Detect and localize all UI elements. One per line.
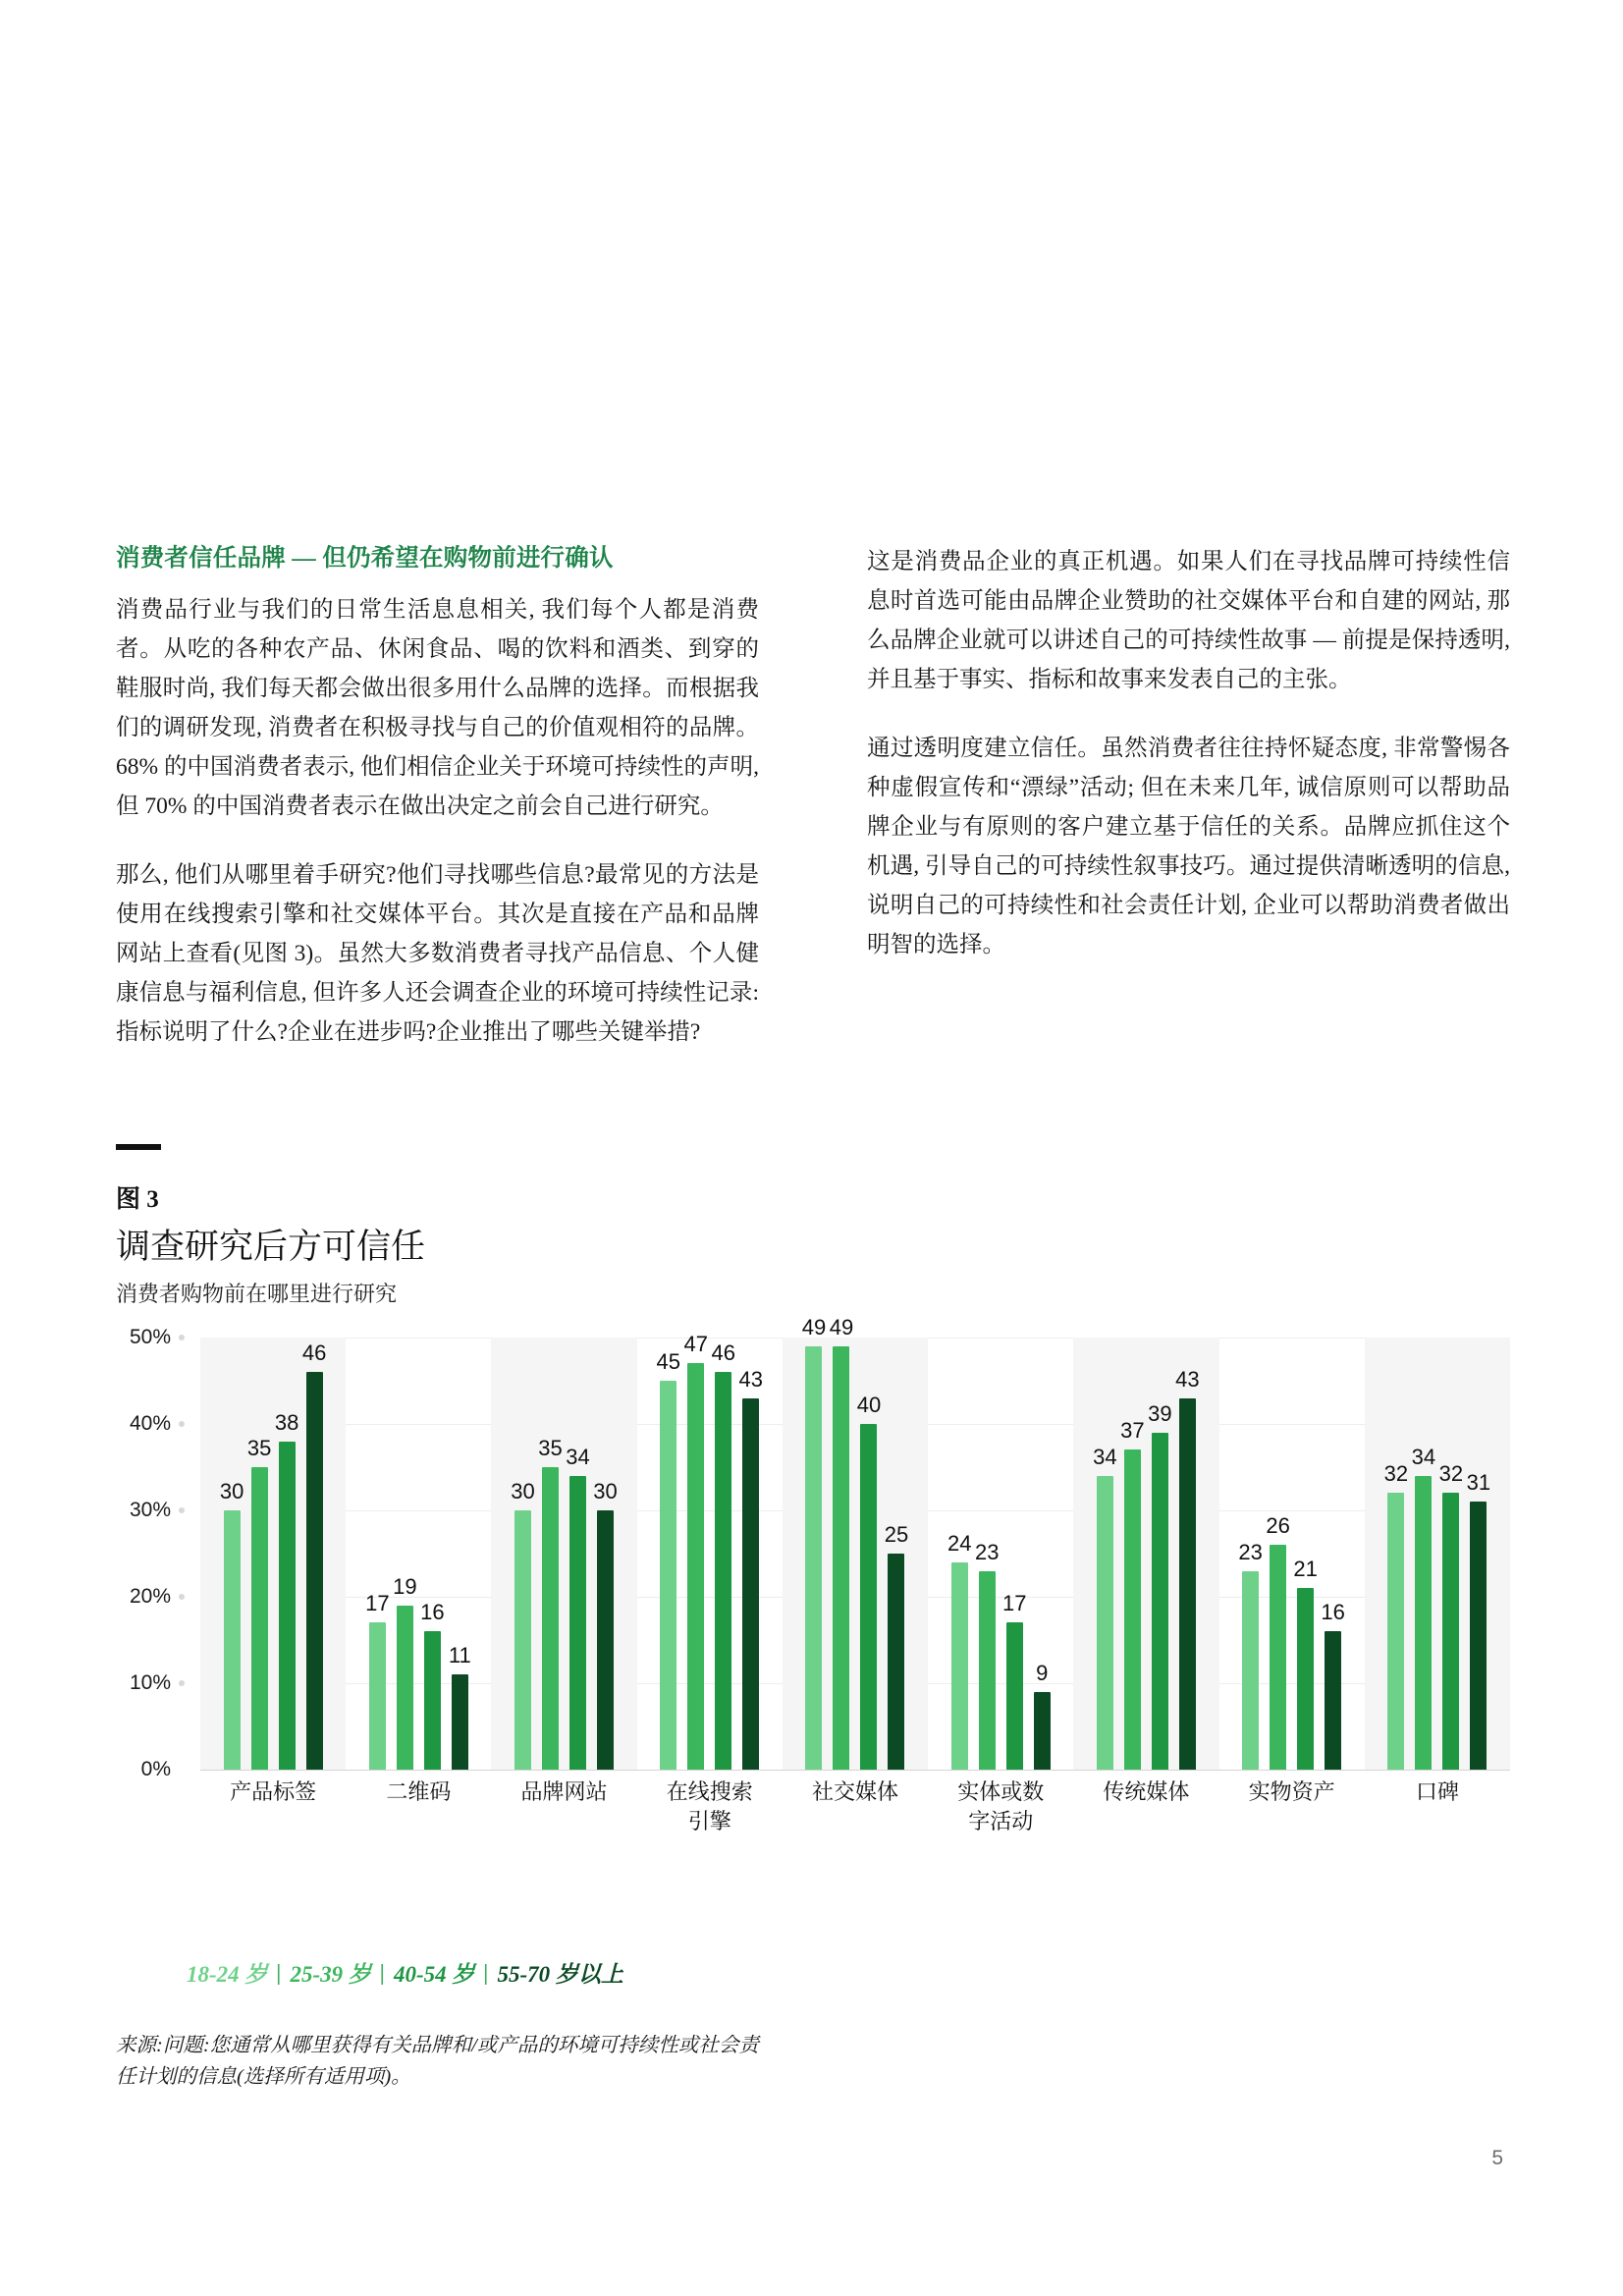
x-axis-label: 在线搜索 引擎 bbox=[666, 1779, 753, 1833]
y-axis-tick-label: 40% bbox=[129, 1412, 171, 1435]
bar-value-label: 37 bbox=[1120, 1418, 1145, 1444]
chart-legend bbox=[187, 1956, 1510, 1989]
legend-separator: | bbox=[276, 1959, 282, 1985]
bar bbox=[448, 1643, 471, 1770]
bar bbox=[301, 1340, 327, 1770]
bar-value-label: 16 bbox=[420, 1600, 445, 1625]
bar bbox=[1411, 1444, 1436, 1770]
bar bbox=[656, 1349, 681, 1770]
bar-value-label: 39 bbox=[1148, 1400, 1172, 1426]
bar bbox=[1120, 1418, 1145, 1770]
bar-group bbox=[1365, 1338, 1510, 1770]
y-axis-tick-dot bbox=[179, 1594, 185, 1600]
bar-group bbox=[200, 1338, 346, 1770]
legend-item: 55-70 岁以上 bbox=[497, 1962, 623, 1987]
bar bbox=[511, 1479, 535, 1770]
bar bbox=[274, 1409, 299, 1770]
plot-area bbox=[200, 1314, 1510, 1770]
bar-value-label: 26 bbox=[1266, 1513, 1290, 1539]
bar-group bbox=[346, 1338, 491, 1770]
bar bbox=[420, 1600, 445, 1770]
figure-number: 图 3 bbox=[116, 1186, 159, 1213]
bar-group bbox=[1073, 1338, 1218, 1770]
x-axis-label: 传统媒体 bbox=[1103, 1779, 1190, 1804]
paragraph: 通过透明度建立信任。虽然消费者往往持怀疑态度, 非常警惕各种虚假宣传和“漂绿”活动; 但在未来几年, 诚信原则可以帮助品牌企业与有原则的客户建立基于信任的关系。品牌应抓住这个机遇, 引导自己的可持续性叙事技巧。通过提供清晰透明的信息, 说明自己的可持续性和社会责任计划, 企业可以帮助消费者做出明智的选择。 bbox=[867, 736, 1510, 957]
legend-item: 40-54 岁 bbox=[394, 1962, 475, 1987]
bar bbox=[856, 1393, 882, 1770]
bar-value-label: 17 bbox=[1001, 1591, 1027, 1616]
y-axis-tick-label: 30% bbox=[129, 1499, 171, 1521]
bar bbox=[219, 1479, 244, 1770]
article-columns bbox=[116, 542, 1510, 1052]
bar bbox=[1175, 1366, 1200, 1770]
bar-value-label: 34 bbox=[1411, 1444, 1436, 1469]
y-axis-tick-label: 10% bbox=[129, 1671, 171, 1694]
bar-value-label: 31 bbox=[1466, 1470, 1491, 1496]
bar bbox=[1466, 1470, 1491, 1770]
bar bbox=[1266, 1513, 1290, 1770]
bar bbox=[947, 1530, 972, 1770]
paragraph: 这是消费品企业的真正机遇。如果人们在寻找品牌可持续性信息时首选可能由品牌企业赞助的社交媒体平台和自建的网站, 那么品牌企业就可以讲述自己的可持续性故事 — 前提是保持透明, 并且基于事实、指标和故事来发表自己的主张。 bbox=[867, 549, 1510, 692]
bar-value-label: 16 bbox=[1321, 1600, 1345, 1625]
bar bbox=[829, 1314, 854, 1770]
bar-chart bbox=[116, 1314, 1510, 1833]
bar-value-label: 9 bbox=[1036, 1660, 1049, 1685]
bar-group bbox=[637, 1332, 783, 1770]
bar-value-label: 46 bbox=[301, 1340, 327, 1366]
paragraph: 消费品行业与我们的日常生活息息相关, 我们每个人都是消费者。从吃的各种农产品、休闲食品、喝的饮料和酒类、到穿的鞋服时尚, 我们每天都会做出很多用什么品牌的选择。而根据我们的调研发现, 消费者在积极寻找与自己的价值观相符的品牌。68% 的中国消费者表示, 他们相信企业关于环境可持续性的声明, 但 70% 的中国消费者表示在做出决定之前会自己进行研究。 bbox=[116, 597, 759, 820]
bar-value-label: 30 bbox=[593, 1479, 618, 1503]
bar bbox=[683, 1332, 709, 1770]
x-axis-label: 实物资产 bbox=[1248, 1779, 1335, 1804]
figure-subtitle: 消费者购物前在哪里进行研究 bbox=[116, 1282, 398, 1306]
bar-value-label: 32 bbox=[1383, 1461, 1409, 1487]
bar bbox=[1238, 1539, 1263, 1770]
bar bbox=[593, 1479, 618, 1770]
y-axis-tick-label: 50% bbox=[129, 1326, 171, 1348]
bar bbox=[884, 1522, 909, 1770]
bar bbox=[974, 1539, 1000, 1770]
legend-separator: | bbox=[483, 1959, 489, 1985]
bar-value-label: 17 bbox=[365, 1591, 390, 1616]
bar-value-label: 49 bbox=[801, 1314, 827, 1339]
y-axis-tick-dot bbox=[179, 1421, 185, 1427]
gridline bbox=[200, 1770, 1510, 1771]
y-axis-tick-label: 20% bbox=[129, 1585, 171, 1608]
bar bbox=[1148, 1400, 1172, 1770]
bar-group bbox=[1219, 1338, 1365, 1770]
bar-value-label: 19 bbox=[393, 1573, 417, 1599]
bar bbox=[801, 1314, 827, 1770]
y-axis bbox=[116, 1326, 192, 1780]
figure-rule bbox=[116, 1144, 161, 1150]
bar-value-label: 34 bbox=[566, 1444, 590, 1469]
x-axis-label: 品牌网站 bbox=[520, 1779, 608, 1804]
bar bbox=[1383, 1461, 1409, 1770]
bar-value-label: 30 bbox=[511, 1479, 535, 1503]
bar-value-label: 25 bbox=[884, 1522, 909, 1547]
bar-value-label: 21 bbox=[1293, 1557, 1318, 1582]
bar-value-label: 38 bbox=[274, 1409, 299, 1435]
bar-value-label: 23 bbox=[974, 1539, 1000, 1564]
x-axis-label: 口碑 bbox=[1415, 1779, 1459, 1804]
bar-value-label: 35 bbox=[246, 1436, 272, 1460]
x-axis-label: 社交媒体 bbox=[811, 1779, 898, 1804]
figure-block bbox=[116, 1144, 1510, 2093]
bar-group bbox=[928, 1338, 1073, 1770]
legend-separator: | bbox=[379, 1959, 385, 1985]
bar-value-label: 43 bbox=[738, 1366, 764, 1392]
y-axis-tick-dot bbox=[179, 1335, 185, 1340]
bar bbox=[1001, 1591, 1027, 1770]
y-axis-tick-dot bbox=[179, 1680, 185, 1686]
y-axis-tick-dot bbox=[179, 1507, 185, 1513]
bar-group bbox=[491, 1338, 636, 1770]
bar-value-label: 47 bbox=[683, 1332, 709, 1357]
bar bbox=[1034, 1660, 1051, 1770]
bar-value-label: 49 bbox=[829, 1314, 854, 1339]
left-column bbox=[116, 542, 759, 1052]
bar-value-label: 35 bbox=[538, 1436, 563, 1460]
figure-title: 调查研究后方可信任 bbox=[116, 1228, 426, 1266]
bar-value-label: 32 bbox=[1438, 1461, 1464, 1487]
bar bbox=[1321, 1600, 1345, 1770]
bar bbox=[1093, 1444, 1117, 1770]
bar-value-label: 23 bbox=[1238, 1539, 1263, 1564]
x-axis-labels bbox=[200, 1777, 1510, 1836]
bar-value-label: 24 bbox=[947, 1530, 972, 1556]
y-axis-tick-label: 0% bbox=[140, 1758, 171, 1780]
legend-item: 25-39 岁 bbox=[290, 1962, 371, 1987]
bar bbox=[1438, 1461, 1464, 1770]
bar-value-label: 45 bbox=[656, 1349, 681, 1374]
bar-value-label: 11 bbox=[448, 1643, 471, 1668]
right-column bbox=[867, 542, 1510, 1052]
x-axis-label: 二维码 bbox=[386, 1779, 452, 1804]
figure-source-note: 来源:问题:您通常从哪里获得有关品牌和/或产品的环境可持续性或社会责任计划的信息(选择所有适用项)。 bbox=[116, 2035, 759, 2088]
paragraph: 那么, 他们从哪里着手研究?他们寻找哪些信息?最常见的方法是使用在线搜索引擎和社交媒体平台。其次是直接在产品和品牌网站上查看(见图 3)。虽然大多数消费者寻找产品信息、个人健康信息与福利信息, 但许多人还会调查企业的环境可持续性记录:指标说明了什么?企业在进步吗?企业推出了哪些关键举措? bbox=[116, 862, 759, 1046]
bar-value-label: 46 bbox=[711, 1340, 736, 1366]
bar bbox=[538, 1436, 563, 1770]
page-number: 5 bbox=[1491, 2147, 1503, 2169]
bar bbox=[246, 1436, 272, 1770]
bar bbox=[738, 1366, 764, 1770]
section-heading: 消费者信任品牌 — 但仍希望在购物前进行确认 bbox=[116, 545, 614, 572]
bar bbox=[1293, 1557, 1318, 1770]
bar-value-label: 40 bbox=[856, 1393, 882, 1417]
bar-group bbox=[783, 1314, 928, 1770]
x-axis-label: 产品标签 bbox=[230, 1779, 317, 1804]
legend-item: 18-24 岁 bbox=[187, 1962, 268, 1987]
bar bbox=[393, 1573, 417, 1770]
bar-value-label: 30 bbox=[219, 1479, 244, 1503]
bar-value-label: 43 bbox=[1175, 1366, 1200, 1392]
bar-value-label: 34 bbox=[1093, 1444, 1117, 1469]
bar bbox=[365, 1591, 390, 1770]
bar bbox=[711, 1340, 736, 1770]
x-axis-label: 实体或数 字活动 bbox=[957, 1779, 1045, 1833]
bar bbox=[566, 1444, 590, 1770]
